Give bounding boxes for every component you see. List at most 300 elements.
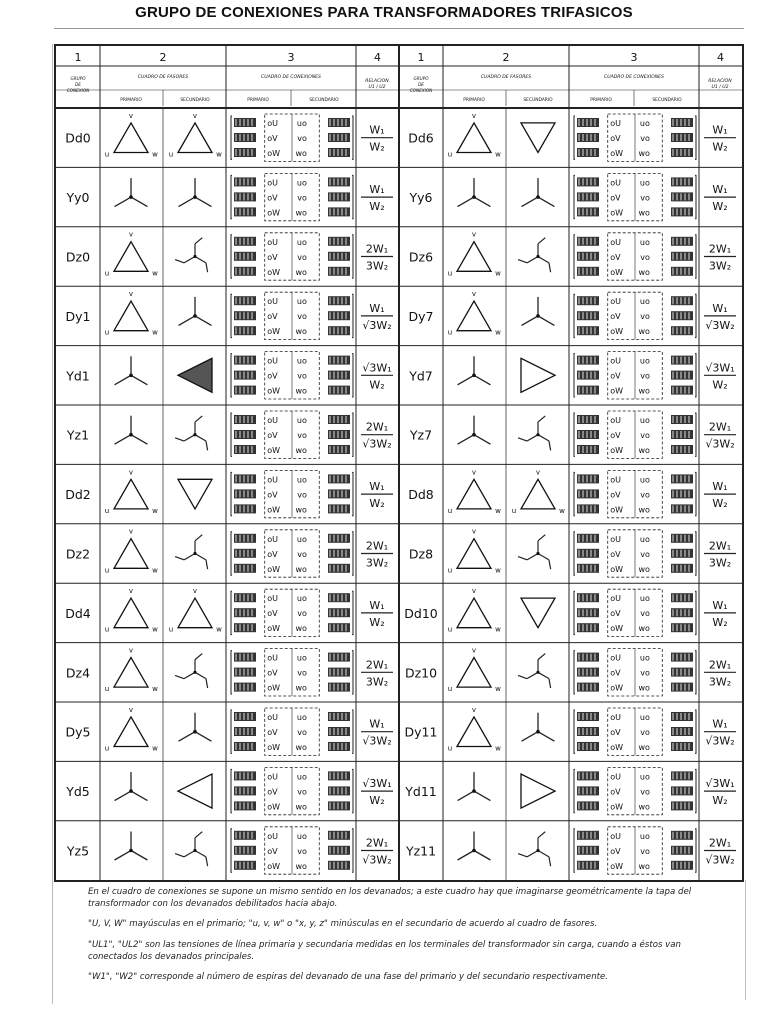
winding-block — [671, 504, 693, 513]
phasor-terminal-label: w — [495, 744, 501, 753]
winding-block — [328, 415, 350, 424]
terminal-label: wo — [295, 446, 307, 455]
terminal-label: wo — [295, 505, 307, 515]
bracket-right — [695, 769, 696, 812]
winding-block — [234, 786, 256, 795]
column-number: 3 — [287, 51, 295, 64]
winding-block — [671, 386, 693, 395]
ratio-numerator: W₁ — [369, 598, 385, 612]
zigzag-node — [193, 255, 196, 258]
delta-phasor — [521, 123, 555, 153]
terminal-label: oU — [267, 534, 278, 544]
ratio-denominator: 3W₂ — [365, 259, 389, 273]
winding-block — [671, 801, 693, 810]
bracket-left — [574, 651, 575, 694]
winding-block — [577, 311, 599, 320]
ratio-denominator: W₂ — [369, 200, 385, 214]
zigzag-arm — [527, 851, 538, 857]
bracket-left — [231, 354, 232, 397]
terminal-label: wo — [638, 446, 650, 455]
terminal-label: vo — [297, 490, 307, 500]
connection-header: CUADRO DE CONEXIONES — [604, 75, 664, 80]
group-code: Dz2 — [65, 546, 91, 562]
winding-block — [328, 118, 350, 127]
bracket-left — [231, 175, 232, 218]
star-arm — [522, 732, 538, 742]
terminal-label: wo — [638, 861, 650, 871]
group-label: CONEXION — [409, 88, 433, 93]
terminal-label: oV — [610, 252, 621, 262]
terminal-label: wo — [638, 683, 650, 693]
bracket-right — [695, 116, 696, 159]
winding-block — [234, 311, 256, 320]
zigzag-arm — [195, 416, 202, 422]
star-arm — [195, 316, 211, 326]
terminal-label: vo — [640, 371, 650, 381]
star-node — [472, 433, 476, 437]
terminal-label: oU — [267, 356, 278, 366]
winding-block — [234, 386, 256, 395]
group-code: Yd11 — [405, 784, 437, 800]
table-row — [56, 524, 399, 583]
delta-phasor — [114, 123, 148, 153]
terminal-label: wo — [638, 149, 650, 158]
winding-block — [671, 430, 693, 439]
winding-block — [328, 623, 350, 632]
winding-block — [577, 742, 599, 751]
column-number: 2 — [502, 51, 510, 64]
star-node — [193, 730, 197, 734]
ratio-denominator: W₂ — [712, 140, 728, 154]
bracket-right — [352, 532, 353, 575]
ratio-numerator: W₁ — [369, 123, 385, 137]
terminal-label: oV — [610, 312, 621, 322]
phasor-terminal-label: u — [104, 744, 110, 753]
terminal-label: uo — [296, 356, 307, 366]
terminal-label: vo — [297, 252, 307, 262]
group-code: Dd6 — [408, 130, 434, 146]
ratio-numerator: √3W₁ — [705, 777, 735, 791]
terminal-label: oU — [610, 356, 621, 366]
ratio-numerator: √3W₁ — [705, 361, 735, 375]
delta-phasor — [457, 658, 491, 688]
winding-block — [234, 534, 256, 543]
winding-block — [577, 192, 599, 201]
winding-block — [234, 430, 256, 439]
group-code: Yz11 — [405, 843, 437, 859]
ratio-numerator: W₁ — [369, 717, 385, 731]
table-row — [399, 821, 742, 880]
winding-block — [577, 356, 599, 365]
connection-header: CUADRO DE CONEXIONES — [261, 75, 321, 80]
terminal-label: oV — [267, 609, 278, 619]
table-row — [56, 405, 399, 464]
phasor-terminal-label: w — [495, 506, 501, 515]
phasor-terminal-label: u — [447, 328, 453, 337]
star-node — [129, 374, 133, 378]
star-node — [472, 195, 476, 199]
phasor-header: CUADRO DE FASORES — [137, 75, 189, 80]
terminal-label: oV — [610, 431, 621, 440]
winding-block — [234, 267, 256, 276]
zigzag-node — [536, 255, 539, 258]
terminal-label: vo — [640, 668, 650, 678]
group-code: Dd2 — [65, 487, 91, 503]
phasor-terminal-label: v — [471, 705, 477, 714]
winding-block — [577, 786, 599, 795]
winding-block — [328, 148, 350, 157]
phasor-terminal-label: u — [447, 269, 453, 278]
terminal-label: oU — [267, 653, 278, 663]
phasor-terminal-label: w — [152, 328, 158, 337]
group-code: Dd10 — [404, 605, 438, 621]
winding-block — [671, 133, 693, 142]
ratio-denominator: W₂ — [712, 378, 728, 392]
star-arm — [115, 375, 131, 385]
bracket-left — [231, 591, 232, 634]
winding-block — [234, 207, 256, 216]
secondary-header: SECUNDARIO — [652, 98, 682, 103]
winding-block — [671, 593, 693, 602]
delta-phasor-side — [178, 774, 212, 808]
winding-block — [671, 608, 693, 617]
star-arm — [458, 375, 474, 385]
terminal-label: vo — [640, 549, 650, 559]
terminal-label: oU — [267, 119, 278, 128]
terminal-label: oW — [610, 386, 624, 396]
terminal-label: uo — [639, 297, 650, 307]
group-code: Yd7 — [409, 368, 433, 384]
ratio-numerator: 2W₁ — [365, 836, 389, 850]
ratio-denominator: √3W₂ — [362, 318, 392, 332]
ratio-denominator: √3W₂ — [705, 318, 735, 332]
terminal-label: uo — [639, 119, 650, 128]
zigzag-arm — [195, 654, 202, 660]
primary-header: PRIMARIO — [590, 98, 612, 103]
winding-block — [328, 771, 350, 780]
star-node — [472, 789, 476, 793]
winding-block — [328, 356, 350, 365]
winding-block — [577, 237, 599, 246]
winding-block — [328, 742, 350, 751]
winding-block — [577, 177, 599, 186]
bracket-right — [352, 413, 353, 456]
delta-phasor — [457, 479, 491, 509]
zigzag-arm — [195, 238, 202, 244]
terminal-label: uo — [639, 416, 650, 425]
column-number: 4 — [374, 51, 381, 64]
winding-block — [234, 133, 256, 142]
delta-phasor — [457, 301, 491, 331]
winding-block — [328, 831, 350, 840]
winding-block — [671, 564, 693, 573]
zigzag-arm — [518, 557, 527, 560]
phasor-terminal-label: w — [495, 625, 501, 634]
terminal-label: oW — [610, 564, 624, 574]
ratio-denominator: W₂ — [369, 140, 385, 154]
secondary-header: SECUNDARIO — [309, 98, 339, 103]
bracket-right — [695, 354, 696, 397]
group-code: Dz0 — [65, 249, 91, 265]
ratio-numerator: √3W₁ — [362, 777, 392, 791]
terminal-label: uo — [296, 416, 307, 425]
winding-block — [577, 445, 599, 454]
ratio-numerator: W₁ — [712, 598, 728, 612]
phasor-terminal-label: u — [168, 150, 174, 159]
winding-block — [234, 668, 256, 677]
winding-block — [234, 727, 256, 736]
winding-block — [234, 771, 256, 780]
ratio-numerator: W₁ — [369, 183, 385, 197]
terminal-label: uo — [639, 534, 650, 544]
ratio-header: RELACION — [365, 79, 389, 84]
terminal-label: uo — [296, 772, 307, 782]
phasor-header: CUADRO DE FASORES — [480, 75, 532, 80]
terminal-label: vo — [297, 609, 307, 619]
zigzag-arm — [538, 654, 545, 660]
table-row — [56, 643, 399, 702]
terminal-label: oU — [267, 475, 278, 485]
ratio-denominator: W₂ — [369, 378, 385, 392]
bracket-right — [695, 532, 696, 575]
table-row — [399, 405, 742, 464]
phasor-terminal-label: u — [104, 685, 110, 694]
ratio-denominator: W₂ — [369, 497, 385, 511]
bracket-right — [695, 651, 696, 694]
terminal-label: vo — [297, 312, 307, 322]
group-label: CONEXION — [66, 88, 90, 93]
zigzag-arm — [195, 672, 206, 678]
ratio-denominator: √3W₂ — [705, 734, 735, 748]
terminal-label: uo — [639, 772, 650, 782]
table-row — [56, 286, 399, 345]
ratio-header: RELACION — [708, 79, 732, 84]
zigzag-arm — [195, 535, 202, 541]
winding-block — [328, 668, 350, 677]
ratio-denominator: √3W₂ — [362, 437, 392, 451]
terminal-label: oU — [267, 594, 278, 604]
terminal-label: vo — [297, 549, 307, 559]
phasor-terminal-label: w — [495, 150, 501, 159]
terminal-label: uo — [639, 356, 650, 366]
phasor-terminal-label: u — [104, 506, 110, 515]
bracket-left — [574, 591, 575, 634]
winding-block — [328, 430, 350, 439]
footnote-4: "W1", "W2" corresponde al número de espiras del devanado de una fase del primario y del secundario respectivamente. — [88, 972, 609, 983]
phasor-terminal-label: v — [471, 587, 477, 596]
bracket-left — [574, 829, 575, 872]
terminal-label: oV — [267, 846, 278, 856]
star-node — [193, 314, 197, 318]
star-arm — [179, 197, 195, 207]
winding-block — [671, 549, 693, 558]
phasor-terminal-label: u — [511, 506, 517, 515]
terminal-label: oV — [610, 787, 621, 797]
bracket-right — [352, 591, 353, 634]
winding-block — [671, 252, 693, 261]
terminal-label: vo — [297, 371, 307, 381]
ratio-header: U1 / U2 — [711, 85, 729, 90]
phasor-terminal-label: w — [495, 566, 501, 575]
ratio-numerator: W₁ — [712, 480, 728, 494]
zigzag-arm — [549, 263, 551, 272]
terminal-label: wo — [638, 624, 650, 634]
zigzag-arm — [195, 435, 206, 441]
winding-block — [671, 296, 693, 305]
winding-block — [234, 623, 256, 632]
zigzag-arm — [527, 257, 538, 263]
terminal-label: vo — [640, 490, 650, 500]
star-arm — [115, 435, 131, 445]
zigzag-arm — [527, 435, 538, 441]
winding-block — [234, 474, 256, 483]
group-code: Yz1 — [66, 427, 90, 443]
bracket-left — [574, 354, 575, 397]
ratio-denominator: √3W₂ — [362, 734, 392, 748]
winding-block — [328, 192, 350, 201]
delta-phasor — [521, 598, 555, 628]
star-arm — [131, 435, 147, 445]
terminal-label: oW — [610, 743, 624, 752]
zigzag-arm — [518, 675, 527, 678]
terminal-label: oW — [610, 208, 624, 218]
terminal-label: uo — [296, 713, 307, 722]
bracket-left — [574, 116, 575, 159]
bracket-left — [574, 710, 575, 753]
winding-block — [577, 549, 599, 558]
ratio-denominator: W₂ — [712, 615, 728, 629]
bracket-left — [231, 829, 232, 872]
group-code: Yd1 — [66, 368, 90, 384]
winding-block — [328, 683, 350, 692]
winding-block — [577, 148, 599, 157]
phasor-terminal-label: w — [495, 269, 501, 278]
zigzag-arm — [184, 554, 195, 560]
terminal-label: oW — [267, 386, 281, 396]
delta-phasor — [114, 242, 148, 272]
secondary-header: SECUNDARIO — [180, 98, 210, 103]
phasor-terminal-label: v — [471, 290, 477, 299]
winding-block — [671, 786, 693, 795]
ratio-header: U1 / U2 — [368, 85, 386, 90]
terminal-label: wo — [295, 743, 307, 752]
winding-block — [328, 727, 350, 736]
star-arm — [458, 791, 474, 801]
winding-block — [234, 326, 256, 335]
footnotes — [88, 886, 728, 991]
ratio-denominator: 3W₂ — [365, 556, 389, 570]
ratio-numerator: W₁ — [369, 301, 385, 315]
winding-block — [671, 311, 693, 320]
scan-edge-left — [52, 44, 53, 1004]
winding-block — [671, 861, 693, 870]
winding-block — [671, 623, 693, 632]
terminal-label: oU — [267, 297, 278, 307]
winding-block — [328, 133, 350, 142]
winding-block — [577, 133, 599, 142]
winding-block — [671, 267, 693, 276]
bracket-right — [695, 175, 696, 218]
ratio-numerator: 2W₁ — [708, 420, 732, 434]
terminal-label: oV — [610, 490, 621, 500]
winding-block — [234, 177, 256, 186]
bracket-left — [231, 651, 232, 694]
table-row — [399, 464, 742, 523]
ratio-numerator: W₁ — [712, 123, 728, 137]
terminal-label: oW — [610, 861, 624, 871]
footnote-2: "U, V, W" mayúsculas en el primario; "u, v, w" o "x, y, z" minúsculas en el secundario de acuerdo al cuadro de fasores. — [88, 919, 598, 930]
zigzag-arm — [206, 857, 208, 866]
terminal-label: oV — [267, 312, 278, 322]
delta-phasor — [457, 539, 491, 569]
bracket-right — [352, 710, 353, 753]
zigzag-arm — [538, 832, 545, 838]
winding-block — [234, 549, 256, 558]
terminal-label: wo — [638, 802, 650, 812]
phasor-terminal-label: w — [152, 269, 158, 278]
terminal-label: oW — [267, 149, 281, 158]
terminal-label: oU — [267, 713, 278, 722]
delta-phasor — [178, 598, 212, 628]
phasor-terminal-label: u — [104, 625, 110, 634]
group-code: Dz4 — [65, 665, 91, 681]
terminal-label: uo — [296, 178, 307, 188]
ratio-denominator: 3W₂ — [708, 556, 732, 570]
zigzag-arm — [175, 260, 184, 263]
terminal-label: uo — [296, 594, 307, 604]
bracket-right — [352, 354, 353, 397]
star-arm — [115, 197, 131, 207]
terminal-label: oV — [610, 846, 621, 856]
star-arm — [131, 851, 147, 861]
group-code: Dy5 — [65, 724, 91, 740]
table-row — [56, 583, 399, 642]
group-label: DE — [75, 82, 81, 87]
delta-phasor — [114, 598, 148, 628]
terminal-label: oW — [267, 861, 281, 871]
ratio-denominator: W₂ — [369, 615, 385, 629]
winding-block — [577, 415, 599, 424]
star-arm — [474, 197, 490, 207]
delta-phasor — [457, 242, 491, 272]
zigzag-node — [193, 552, 196, 555]
bracket-left — [231, 116, 232, 159]
bracket-right — [695, 591, 696, 634]
zigzag-arm — [538, 435, 549, 441]
phasor-terminal-label: v — [471, 527, 477, 536]
terminal-label: wo — [638, 743, 650, 752]
winding-block — [234, 148, 256, 157]
winding-block — [577, 489, 599, 498]
group-label: DE — [418, 82, 424, 87]
bracket-right — [695, 294, 696, 337]
ratio-numerator: 2W₁ — [708, 242, 732, 256]
phasor-terminal-label: u — [447, 566, 453, 575]
zigzag-arm — [206, 560, 208, 569]
group-code: Dd0 — [65, 130, 91, 146]
ratio-denominator: W₂ — [712, 794, 728, 808]
winding-block — [671, 771, 693, 780]
terminal-label: vo — [640, 609, 650, 619]
terminal-label: oW — [267, 267, 281, 277]
winding-block — [234, 192, 256, 201]
group-label: GRUPO — [413, 76, 429, 81]
phasor-terminal-label: v — [471, 230, 477, 239]
bracket-right — [352, 472, 353, 515]
zigzag-arm — [538, 672, 549, 678]
zigzag-arm — [538, 416, 545, 422]
winding-block — [671, 148, 693, 157]
